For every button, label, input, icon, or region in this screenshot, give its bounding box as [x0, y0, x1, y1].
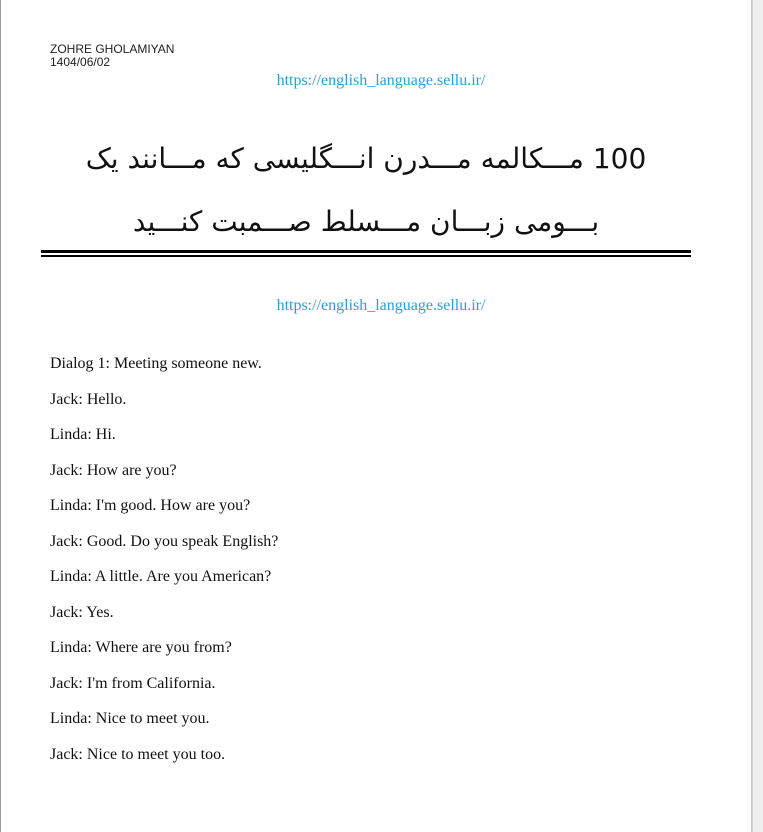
dialog-line: Linda: I'm good. How are you? [50, 497, 251, 514]
dialog-list [50, 352, 278, 778]
title-line-1: 100 مـــکالمه مـــدرن انـــگلیسی که مـــانند یک [85, 142, 647, 175]
dialog-line: Jack: Yes. [50, 603, 114, 621]
document-date: 1404/06/02 [50, 55, 111, 69]
website-link-top[interactable]: https://english_language.sellu.ir/ [276, 72, 486, 89]
author-name: ZOHRE GHOLAMIYAN [50, 42, 175, 56]
dialog-line: Jack: Good. Do you speak English? [50, 532, 279, 550]
dialog-line: Linda: A little. Are you American? [50, 568, 272, 585]
dialog-line: Jack: How are you? [50, 461, 177, 479]
title-line-2: بـــومی زبـــان مـــسلط صـــمبت کنـــید [132, 205, 600, 238]
dialog-heading: Dialog 1: Meeting someone new. [50, 355, 262, 372]
website-link-middle[interactable]: https://english_language.sellu.ir/ [276, 297, 486, 314]
dialog-line: Linda: Hi. [50, 426, 116, 443]
header-meta [50, 43, 174, 69]
dialog-line: Jack: Nice to meet you too. [50, 745, 226, 763]
dialog-line: Jack: I'm from California. [50, 674, 216, 692]
title-divider-thick [41, 250, 691, 253]
dialog-line: Jack: Hello. [50, 390, 127, 408]
dialog-line: Linda: Nice to meet you. [50, 710, 210, 727]
scrollbar-track[interactable] [752, 0, 763, 832]
title-divider-thin [41, 255, 691, 257]
dialog-line: Linda: Where are you from? [50, 639, 232, 656]
